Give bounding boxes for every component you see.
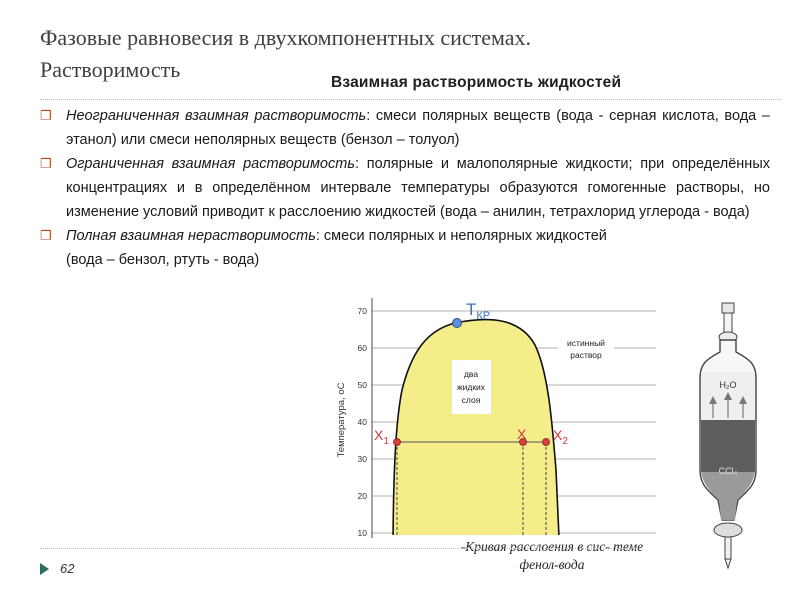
two-layer-region <box>393 320 560 560</box>
x2-label: $Х_2$ <box>553 427 568 447</box>
slide-title: Фазовые равновесия в двухкомпонентных системах. Растворимость <box>40 25 532 82</box>
bullet-text-examples: (вода – бензол, ртуть - вода) <box>66 252 260 268</box>
funnel-upper-layer-label: H₂O <box>719 380 737 390</box>
x1-label: $Х_1$ <box>374 427 389 447</box>
y-tick-label: 30 <box>357 454 367 464</box>
y-tick-labels <box>358 306 368 538</box>
y-tick-label: 70 <box>357 306 367 316</box>
bullet-text: : смеси полярных веществ (вода - серная кислота, вода – этанол) или смеси неполярных веществ (бензол – толуол) <box>66 108 770 148</box>
bullet-term: Ограниченная взаимная растворимость <box>66 156 355 172</box>
region-label-line: раствор <box>570 350 602 360</box>
bullet-term: Неограниченная взаимная растворимость <box>66 108 367 124</box>
bullet-term: Полная взаимная нерастворимость <box>66 228 316 244</box>
y-tick-label: 40 <box>357 417 367 427</box>
page-number: 62 <box>60 561 75 576</box>
y-tick-label: 60 <box>357 343 367 353</box>
critical-point-marker <box>453 319 462 328</box>
page-arrow-icon <box>40 563 49 575</box>
x1-point-marker <box>394 439 401 446</box>
y-axis-label: Температура, оС <box>336 382 347 458</box>
bullet-marker-icon: ❒ <box>40 156 52 171</box>
region-label-line: два <box>463 369 479 379</box>
bullet-text: : смеси полярных и неполярных жидкостей <box>315 228 607 244</box>
x-label: Х <box>517 426 527 442</box>
bullet-text: : полярные и малополярные жидкости; при определённых концентрациях и в определённом интервале температуры образуются гомогенные растворы, но изменение условий приводит к расслоению жидкостей (вода – анилин, тетрахлорид углерода - вода) <box>66 156 770 220</box>
y-tick-label: 10 <box>357 528 367 538</box>
region-label-line: жидких <box>456 382 486 392</box>
diagram-caption: -Кривая расслоения в сис- теме фенол-вода <box>447 538 657 574</box>
y-tick-label: 50 <box>357 380 367 390</box>
y-tick-label: 20 <box>357 491 367 501</box>
bullet-marker-icon: ❒ <box>40 228 52 243</box>
critical-temperature-label: $Т_{КР}$ <box>466 300 491 322</box>
region-label-line: истинный <box>567 338 605 348</box>
slide-subtitle: Взаимная растворимость жидкостей <box>331 74 622 91</box>
x2-point-marker <box>543 439 550 446</box>
region-label-line: слоя <box>461 395 481 405</box>
funnel-lower-layer-label: CCl₄ <box>718 466 738 476</box>
bottom-divider <box>40 548 640 549</box>
separatory-funnel-illustration <box>700 303 756 568</box>
bullet-marker-icon: ❒ <box>40 108 52 123</box>
